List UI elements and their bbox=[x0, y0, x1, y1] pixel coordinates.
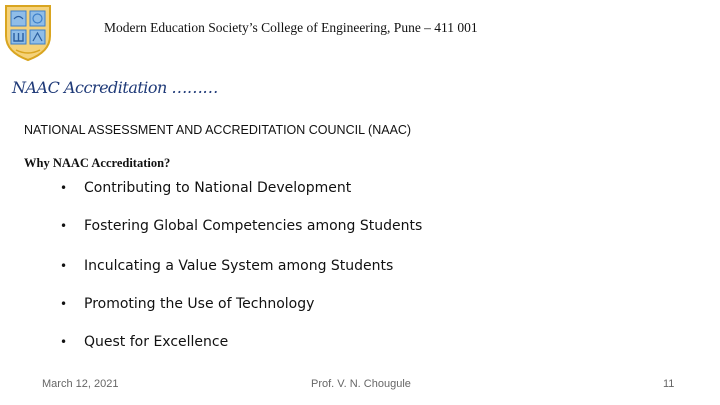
institution-name: Modern Education Society’s College of Engineering, Pune – 411 001 bbox=[104, 20, 478, 35]
bullet-dot-icon: • bbox=[60, 259, 68, 273]
bullet-text: Inculcating a Value System among Students bbox=[84, 258, 394, 274]
slide-number: 11 bbox=[663, 378, 675, 390]
bullet-text: Fostering Global Competencies among Students bbox=[84, 218, 423, 234]
slide-title: NAAC Accreditation ……… bbox=[12, 78, 218, 97]
bullet-item bbox=[60, 334, 228, 354]
bullet-dot-icon: • bbox=[60, 219, 68, 233]
bullet-item bbox=[60, 258, 393, 278]
bullet-item bbox=[60, 296, 314, 316]
bullet-dot-icon: • bbox=[60, 297, 68, 311]
bullet-dot-icon: • bbox=[60, 335, 68, 349]
bullet-item bbox=[60, 180, 351, 200]
bullet-text: Promoting the Use of Technology bbox=[84, 296, 315, 312]
section-heading: Why NAAC Accreditation? bbox=[24, 156, 171, 170]
bullet-text: Contributing to National Development bbox=[84, 180, 352, 196]
slide-subtitle: NATIONAL ASSESSMENT AND ACCREDITATION COUNCIL (NAAC) bbox=[24, 123, 412, 137]
footer-author: Prof. V. N. Chougule bbox=[311, 378, 411, 390]
college-logo bbox=[2, 2, 54, 62]
footer-date: March 12, 2021 bbox=[42, 378, 119, 390]
bullet-item bbox=[60, 218, 422, 238]
bullet-text: Quest for Excellence bbox=[84, 334, 229, 350]
bullet-dot-icon: • bbox=[60, 181, 68, 195]
